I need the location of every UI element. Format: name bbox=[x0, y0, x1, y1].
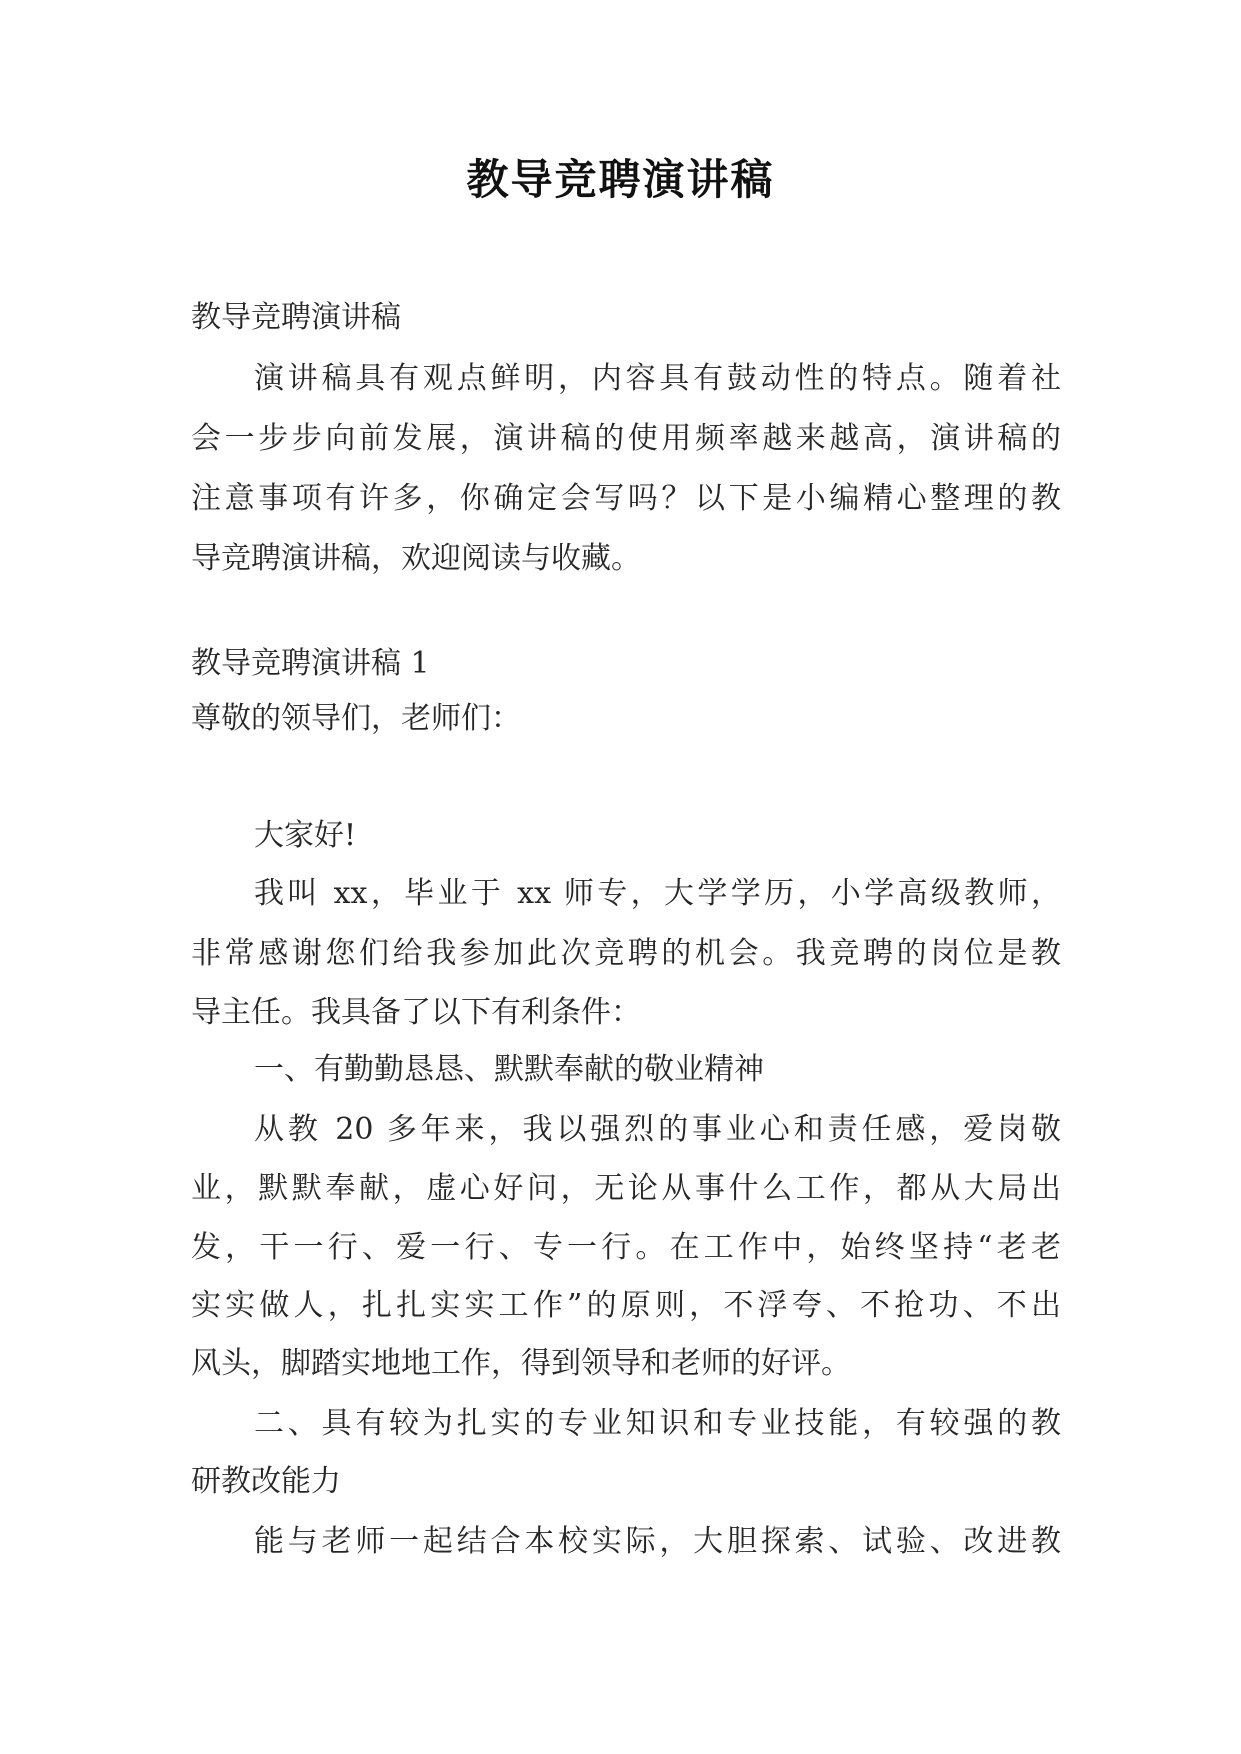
point-heading: 一、有勤勤恳恳、默默奉献的敬业精神 bbox=[254, 1052, 764, 1087]
paragraph-line: 导主任。我具备了以下有利条件： bbox=[191, 995, 641, 1030]
greeting-line: 大家好! bbox=[254, 818, 357, 853]
paragraph-line: 我叫 xx，毕业于 xx 师专，大学学历，小学高级教师， bbox=[254, 876, 1061, 911]
paragraph-line: 能与老师一起结合本校实际，大胆探索、试验、改进教 bbox=[254, 1524, 1061, 1559]
paragraph-line: 实实做人，扎扎实实工作”的原则，不浮夸、不抢功、不出 bbox=[191, 1288, 1061, 1323]
document-title: 教导竞聘演讲稿 bbox=[466, 155, 775, 204]
salutation-line: 尊敬的领导们，老师们： bbox=[191, 701, 521, 736]
paragraph-line: 风头，脚踏实地地工作，得到领导和老师的好评。 bbox=[191, 1346, 851, 1381]
paragraph-line: 会一步步向前发展，演讲稿的使用频率越来越高，演讲稿的 bbox=[191, 421, 1061, 456]
paragraph-line: 注意事项有许多，你确定会写吗？以下是小编精心整理的教 bbox=[191, 481, 1061, 516]
paragraph-line: 导竞聘演讲稿，欢迎阅读与收藏。 bbox=[191, 541, 641, 576]
point-heading: 研教改能力 bbox=[191, 1464, 341, 1499]
paragraph-line: 非常感谢您们给我参加此次竞聘的机会。我竞聘的岗位是教 bbox=[191, 936, 1061, 971]
point-heading: 二、具有较为扎实的专业知识和专业技能，有较强的教 bbox=[254, 1406, 1061, 1441]
subtitle-line: 教导竞聘演讲稿 bbox=[191, 300, 401, 335]
paragraph-line: 从教 20 多年来，我以强烈的事业心和责任感，爱岗敬 bbox=[254, 1112, 1061, 1147]
section-heading: 教导竞聘演讲稿 1 bbox=[191, 646, 430, 681]
paragraph-line: 发，干一行、爱一行、专一行。在工作中，始终坚持“老老 bbox=[191, 1230, 1061, 1265]
paragraph-line: 业，默默奉献，虚心好问，无论从事什么工作，都从大局出 bbox=[191, 1171, 1061, 1206]
paragraph-line: 演讲稿具有观点鲜明，内容具有鼓动性的特点。随着社 bbox=[254, 361, 1061, 396]
